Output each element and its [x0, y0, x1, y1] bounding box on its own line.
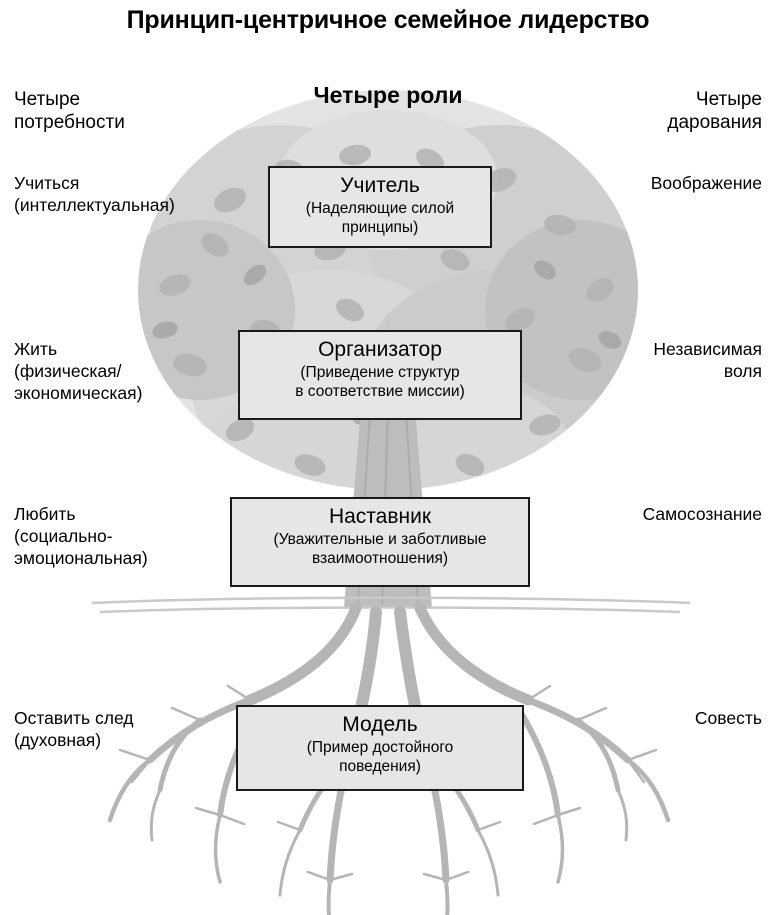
endowment-self-awareness	[557, 503, 762, 525]
need-love-line1: Любить	[14, 504, 76, 524]
need-learn	[14, 172, 229, 216]
endowment-conscience	[557, 707, 762, 729]
need-live-line1: Жить	[14, 339, 58, 359]
endowment-imagination-label: Воображение	[650, 173, 762, 193]
role-organizer-title: Организатор	[318, 338, 442, 361]
role-model-title: Модель	[342, 713, 418, 736]
endowment-imagination	[557, 172, 762, 194]
role-teacher-sub-line2: принципы)	[341, 219, 419, 236]
need-love-line3: эмоциональная)	[14, 548, 148, 568]
role-box-mentor	[230, 497, 530, 587]
need-learn-line1: Учиться	[14, 173, 80, 193]
need-legacy-line2: (духовная)	[14, 730, 102, 750]
endowment-independent-will-line2: воля	[723, 361, 762, 381]
need-love	[14, 503, 229, 569]
column-header-endowments	[572, 88, 762, 134]
page-title: Принцип-центричное семейное лидерство	[126, 6, 650, 34]
column-header-roles: Четыре роли	[313, 82, 463, 108]
role-teacher-title: Учитель	[340, 174, 420, 197]
endowment-self-awareness-label: Самосознание	[642, 504, 762, 524]
need-love-line2: (социально-	[14, 526, 113, 546]
role-mentor-sub-line2: взаимоотношения)	[311, 550, 449, 567]
role-mentor-title: Наставник	[328, 505, 432, 528]
need-live-line3: экономическая)	[14, 383, 143, 403]
role-model-sub-line2: поведения)	[339, 758, 421, 775]
column-header-needs-line1: Четыре	[14, 89, 81, 110]
need-legacy-line1: Оставить след	[14, 708, 134, 728]
endowment-conscience-label: Совесть	[694, 708, 762, 728]
role-organizer-sub-line1: (Приведение структур	[300, 364, 460, 381]
need-learn-line2: (интеллектуальная)	[14, 195, 175, 215]
role-box-model	[236, 705, 524, 791]
role-model-sub-line1: (Пример достойного	[306, 739, 454, 756]
endowment-independent-will	[557, 338, 762, 382]
role-box-teacher	[268, 166, 492, 248]
column-header-endowments-line1: Четыре	[695, 89, 762, 110]
endowment-independent-will-line1: Независимая	[653, 339, 762, 359]
role-organizer-sub-line2: в соответствие миссии)	[295, 383, 465, 400]
role-mentor-sub-line1: (Уважительные и заботливые	[273, 531, 487, 548]
need-legacy	[14, 707, 229, 751]
need-live	[14, 338, 229, 404]
role-box-organizer	[238, 330, 522, 420]
need-live-line2: (физическая/	[14, 361, 122, 381]
column-header-endowments-line2: дарования	[667, 112, 762, 133]
column-header-needs-line2: потребности	[14, 112, 125, 133]
role-teacher-sub-line1: (Наделяющие силой	[305, 200, 455, 217]
